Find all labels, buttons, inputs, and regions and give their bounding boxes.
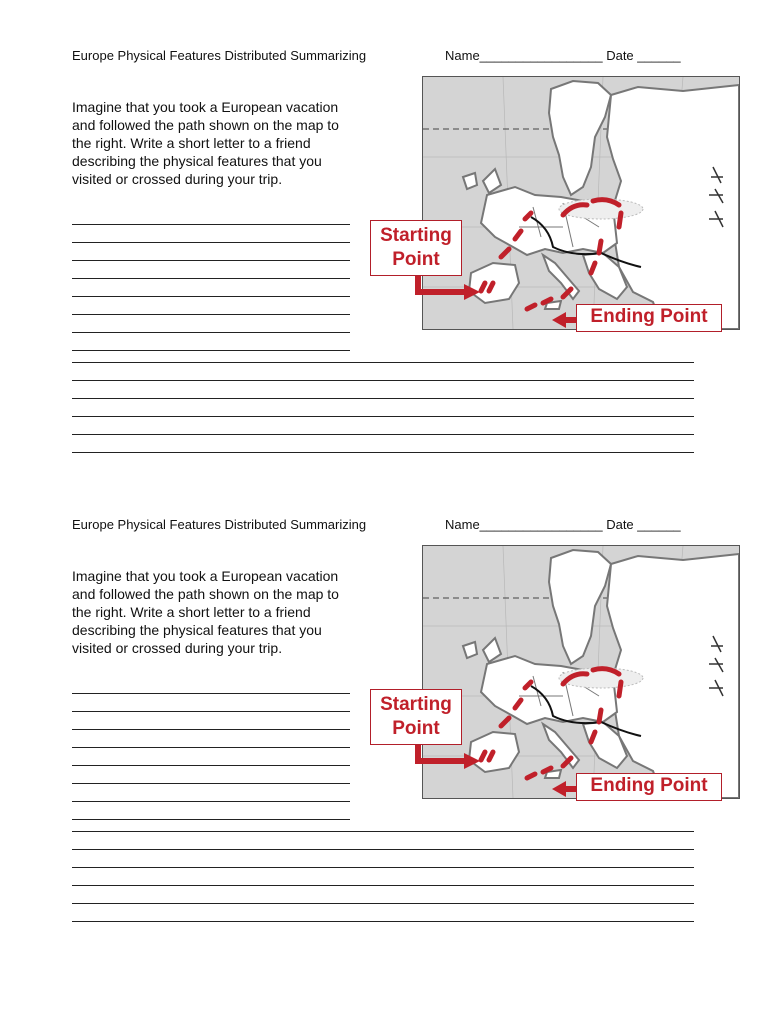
answer-line[interactable] (72, 452, 694, 453)
writing-prompt: Imagine that you took a European vacation and followed the path shown on the map to the right. Write a short letter to a friend describing the physical features that you visited or crossed during your trip. (72, 568, 339, 656)
answer-line[interactable] (72, 783, 350, 784)
answer-line[interactable] (72, 849, 694, 850)
answer-line[interactable] (72, 350, 350, 351)
answer-line[interactable] (72, 296, 350, 297)
answer-line[interactable] (72, 801, 350, 802)
answer-line[interactable] (72, 867, 694, 868)
answer-line[interactable] (72, 885, 694, 886)
answer-line[interactable] (72, 416, 694, 417)
answer-line[interactable] (72, 362, 694, 363)
answer-line[interactable] (72, 434, 694, 435)
ending-point-label: Ending Point (576, 304, 722, 332)
answer-line[interactable] (72, 380, 694, 381)
answer-lines-short[interactable] (72, 693, 350, 837)
answer-line[interactable] (72, 332, 350, 333)
answer-line[interactable] (72, 819, 350, 820)
answer-line[interactable] (72, 831, 694, 832)
starting-point-label: Starting Point (370, 689, 462, 745)
answer-line[interactable] (72, 765, 350, 766)
answer-line[interactable] (72, 747, 350, 748)
worksheet-title: Europe Physical Features Distributed Summarizing (72, 48, 367, 63)
answer-line[interactable] (72, 729, 350, 730)
answer-line[interactable] (72, 903, 694, 904)
starting-point-label: Starting Point (370, 220, 462, 276)
writing-prompt: Imagine that you took a European vacation and followed the path shown on the map to the right. Write a short letter to a friend describing the physical features that you visited or crossed during your trip. (72, 99, 339, 187)
answer-lines-long[interactable] (72, 831, 694, 939)
answer-line[interactable] (72, 921, 694, 922)
answer-line[interactable] (72, 242, 350, 243)
worksheet-bottom (0, 517, 770, 987)
start-arrow (414, 743, 484, 773)
worksheet-title: Europe Physical Features Distributed Summarizing (72, 517, 367, 532)
name-date-field[interactable]: Name_________________ Date ______ (445, 517, 681, 532)
answer-lines-long[interactable] (72, 362, 694, 470)
answer-line[interactable] (72, 314, 350, 315)
ending-point-label: Ending Point (576, 773, 722, 801)
answer-line[interactable] (72, 224, 350, 225)
start-arrow (414, 274, 484, 304)
worksheet-top (0, 48, 770, 518)
answer-line[interactable] (72, 398, 694, 399)
answer-line[interactable] (72, 711, 350, 712)
answer-lines-short[interactable] (72, 224, 350, 368)
name-date-field[interactable]: Name_________________ Date ______ (445, 48, 681, 63)
answer-line[interactable] (72, 693, 350, 694)
answer-line[interactable] (72, 278, 350, 279)
answer-line[interactable] (72, 260, 350, 261)
